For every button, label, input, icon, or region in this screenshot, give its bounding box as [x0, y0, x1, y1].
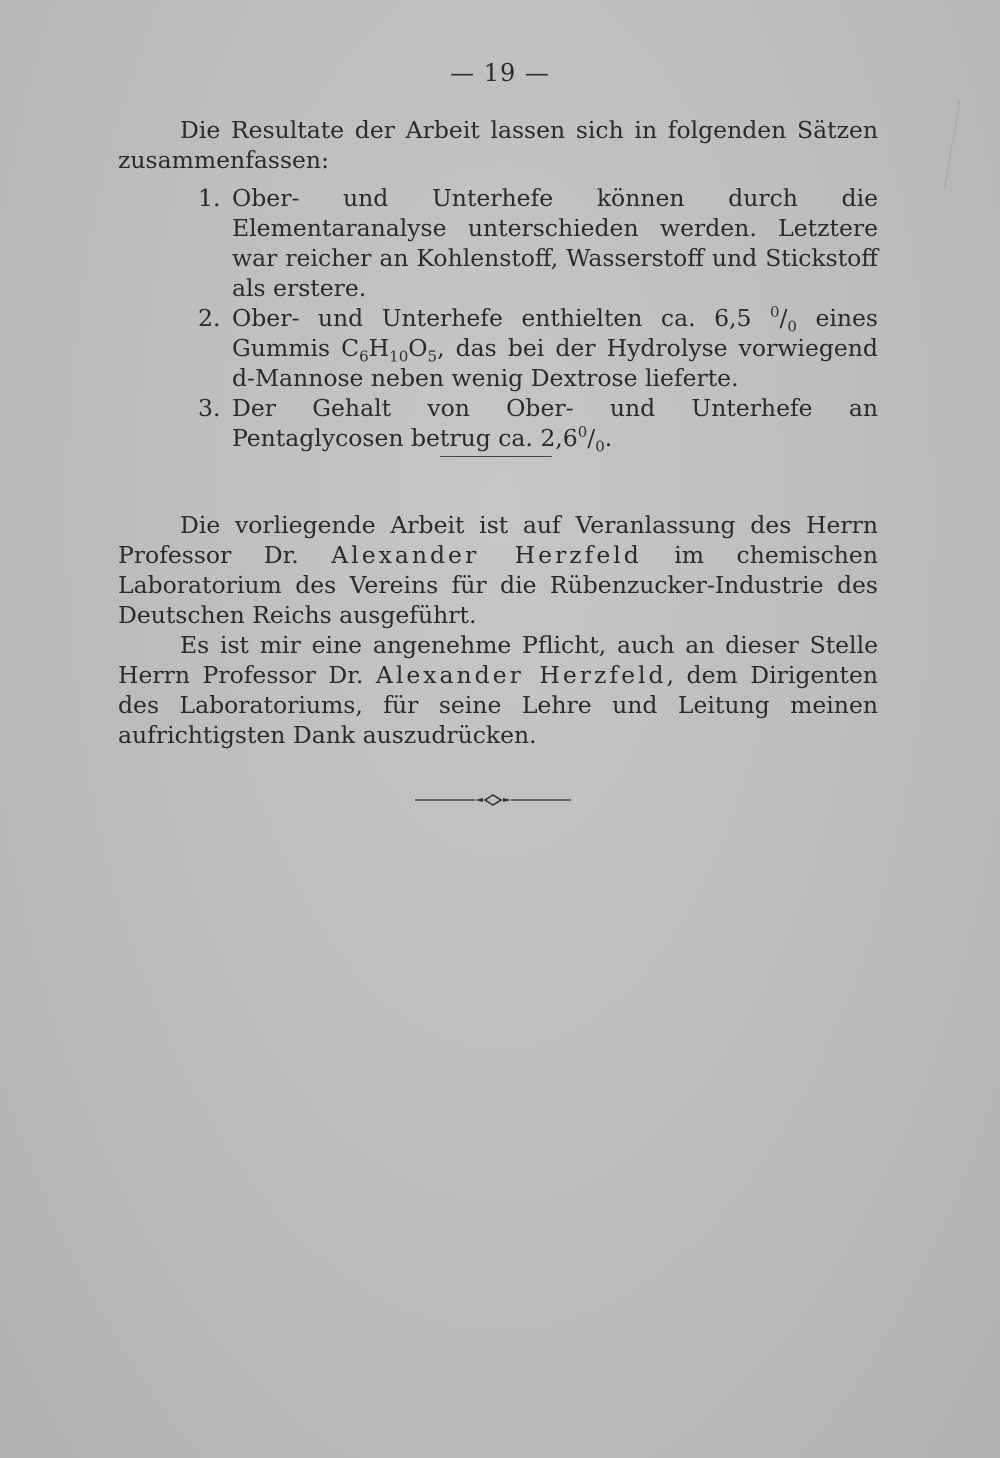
acknowledgement-paragraph-2 — [118, 630, 878, 750]
results-section — [118, 115, 878, 456]
result-item-3 — [118, 393, 878, 456]
percent-sub: 0 — [787, 317, 797, 336]
formula-subscript: 6 — [359, 347, 369, 366]
result-text-part: . — [604, 424, 613, 452]
acknowledgement-paragraph-1 — [118, 510, 878, 630]
person-name: Alexander Herzfeld — [331, 541, 642, 569]
percent-sub: 0 — [595, 437, 605, 456]
result-text: Ober- und Unterhefe können durch die Elementaranalyse unterschieden werden. Letztere war reicher an Kohlenstoff, Wasserstoff und Stickstoff als erstere. — [232, 184, 878, 302]
ack-text: Die vorliegende Arbeit ist auf Veranlassung des Herrn Professor Dr. — [118, 511, 878, 569]
ack-text: , dem Dirigenten des Laboratoriums, für seine Lehre und Leitung meinen aufrichtigsten Dank auszudrücken. — [118, 661, 878, 749]
percent-sup: 0 — [769, 303, 780, 322]
result-number: 1. — [198, 184, 221, 212]
person-name: Alexander Herzfeld — [375, 661, 667, 689]
page-number: — 19 — — [450, 59, 550, 87]
result-text-part: Der Gehalt von Ober- und Unterhefe an Pentaglycosen betrug ca. 2,6 — [232, 394, 878, 452]
result-text-part: eines Gummis C — [232, 304, 878, 362]
section-divider — [440, 456, 552, 457]
paper-crease — [770, 0, 801, 1]
acknowledgement-section — [118, 510, 878, 750]
formula-subscript: 10 — [389, 347, 409, 366]
result-item-1 — [118, 183, 878, 303]
closing-ornament — [415, 790, 571, 810]
result-number: 3. — [198, 394, 221, 422]
formula-element: H — [368, 334, 390, 362]
formula-subscript: 5 — [427, 347, 438, 366]
ack-text: im chemischen Laboratorium des Vereins für die Rübenzucker-Industrie des Deutschen Reichs ausgeführt. — [118, 541, 878, 629]
percent-slash: / — [587, 424, 596, 452]
result-text-part: , das bei der Hydrolyse vorwiegend d-Mannose neben wenig Dextrose lieferte. — [232, 334, 878, 392]
formula-element: O — [408, 334, 428, 362]
percent-sup: 0 — [577, 423, 588, 442]
result-number: 2. — [198, 304, 221, 332]
ack-text: Es ist mir eine angenehme Pflicht, auch an dieser Stelle Herrn Professor Dr. — [118, 631, 878, 689]
percent-slash: / — [779, 304, 788, 332]
result-text-part: Ober- und Unterhefe enthielten ca. 6,5 — [232, 304, 770, 332]
result-item-2 — [118, 303, 878, 393]
intro-paragraph: Die Resultate der Arbeit lassen sich in folgenden Sätzen zusammenfassen: — [118, 116, 878, 174]
paper-crease — [944, 100, 961, 189]
